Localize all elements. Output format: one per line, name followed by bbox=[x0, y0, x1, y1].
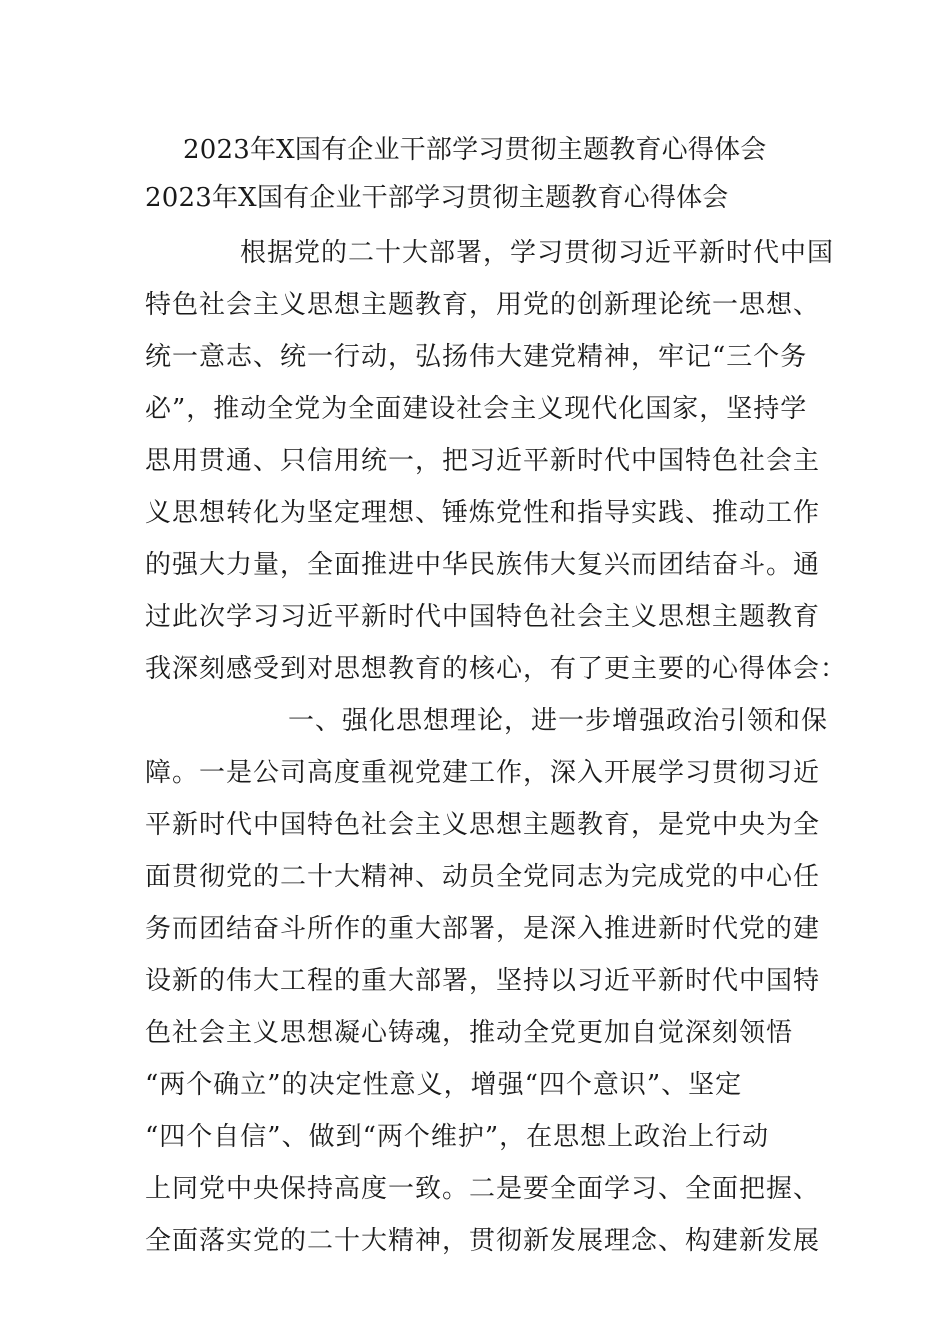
body-line: 上同党中央保持高度一致。二是要全面学习、全面把握、 bbox=[145, 1174, 821, 1204]
body-line: 务而团结奋斗所作的重大部署，是深入推进新时代党的建 bbox=[145, 914, 821, 944]
body-line: “四个自信”、做到“两个维护”，在思想上政治上行动 bbox=[145, 1122, 770, 1152]
body-line: 思用贯通、只信用统一，把习近平新时代中国特色社会主 bbox=[145, 446, 821, 476]
body-line: 必”，推动全党为全面建设社会主义现代化国家，坚持学 bbox=[145, 394, 808, 424]
body-line: 我深刻感受到对思想教育的核心，有了更主要的心得体会： bbox=[145, 654, 848, 684]
document-subtitle: 2023年X国有企业干部学习贯彻主题教育心得体会 bbox=[145, 183, 729, 213]
body-line: 色社会主义思想凝心铸魂，推动全党更加自觉深刻领悟 bbox=[145, 1018, 794, 1048]
body-line: 特色社会主义思想主题教育，用党的创新理论统一思想、 bbox=[145, 290, 821, 320]
body-line: 障。一是公司高度重视党建工作，深入开展学习贯彻习近 bbox=[145, 758, 821, 788]
body-line: 过此次学习习近平新时代中国特色社会主义思想主题教育 bbox=[145, 602, 821, 632]
body-line: 义思想转化为坚定理想、锤炼党性和指导实践、推动工作 bbox=[145, 498, 821, 528]
body-line: 统一意志、统一行动，弘扬伟大建党精神，牢记“三个务 bbox=[145, 342, 808, 372]
body-line: 全面落实党的二十大精神，贯彻新发展理念、构建新发展 bbox=[145, 1226, 821, 1256]
body-line: 设新的伟大工程的重大部署，坚持以习近平新时代中国特 bbox=[145, 966, 821, 996]
section-heading: 一、强化思想理论，进一步增强政治引领和保 bbox=[288, 706, 829, 736]
body-line: “两个确立”的决定性意义，增强“四个意识”、坚定 bbox=[145, 1070, 743, 1100]
document-title: 2023年X国有企业干部学习贯彻主题教育心得体会 bbox=[183, 135, 767, 165]
body-line: 平新时代中国特色社会主义思想主题教育，是党中央为全 bbox=[145, 810, 821, 840]
body-line: 面贯彻党的二十大精神、动员全党同志为完成党的中心任 bbox=[145, 862, 821, 892]
body-line: 根据党的二十大部署，学习贯彻习近平新时代中国 bbox=[240, 238, 835, 268]
body-line: 的强大力量，全面推进中华民族伟大复兴而团结奋斗。通 bbox=[145, 550, 821, 580]
